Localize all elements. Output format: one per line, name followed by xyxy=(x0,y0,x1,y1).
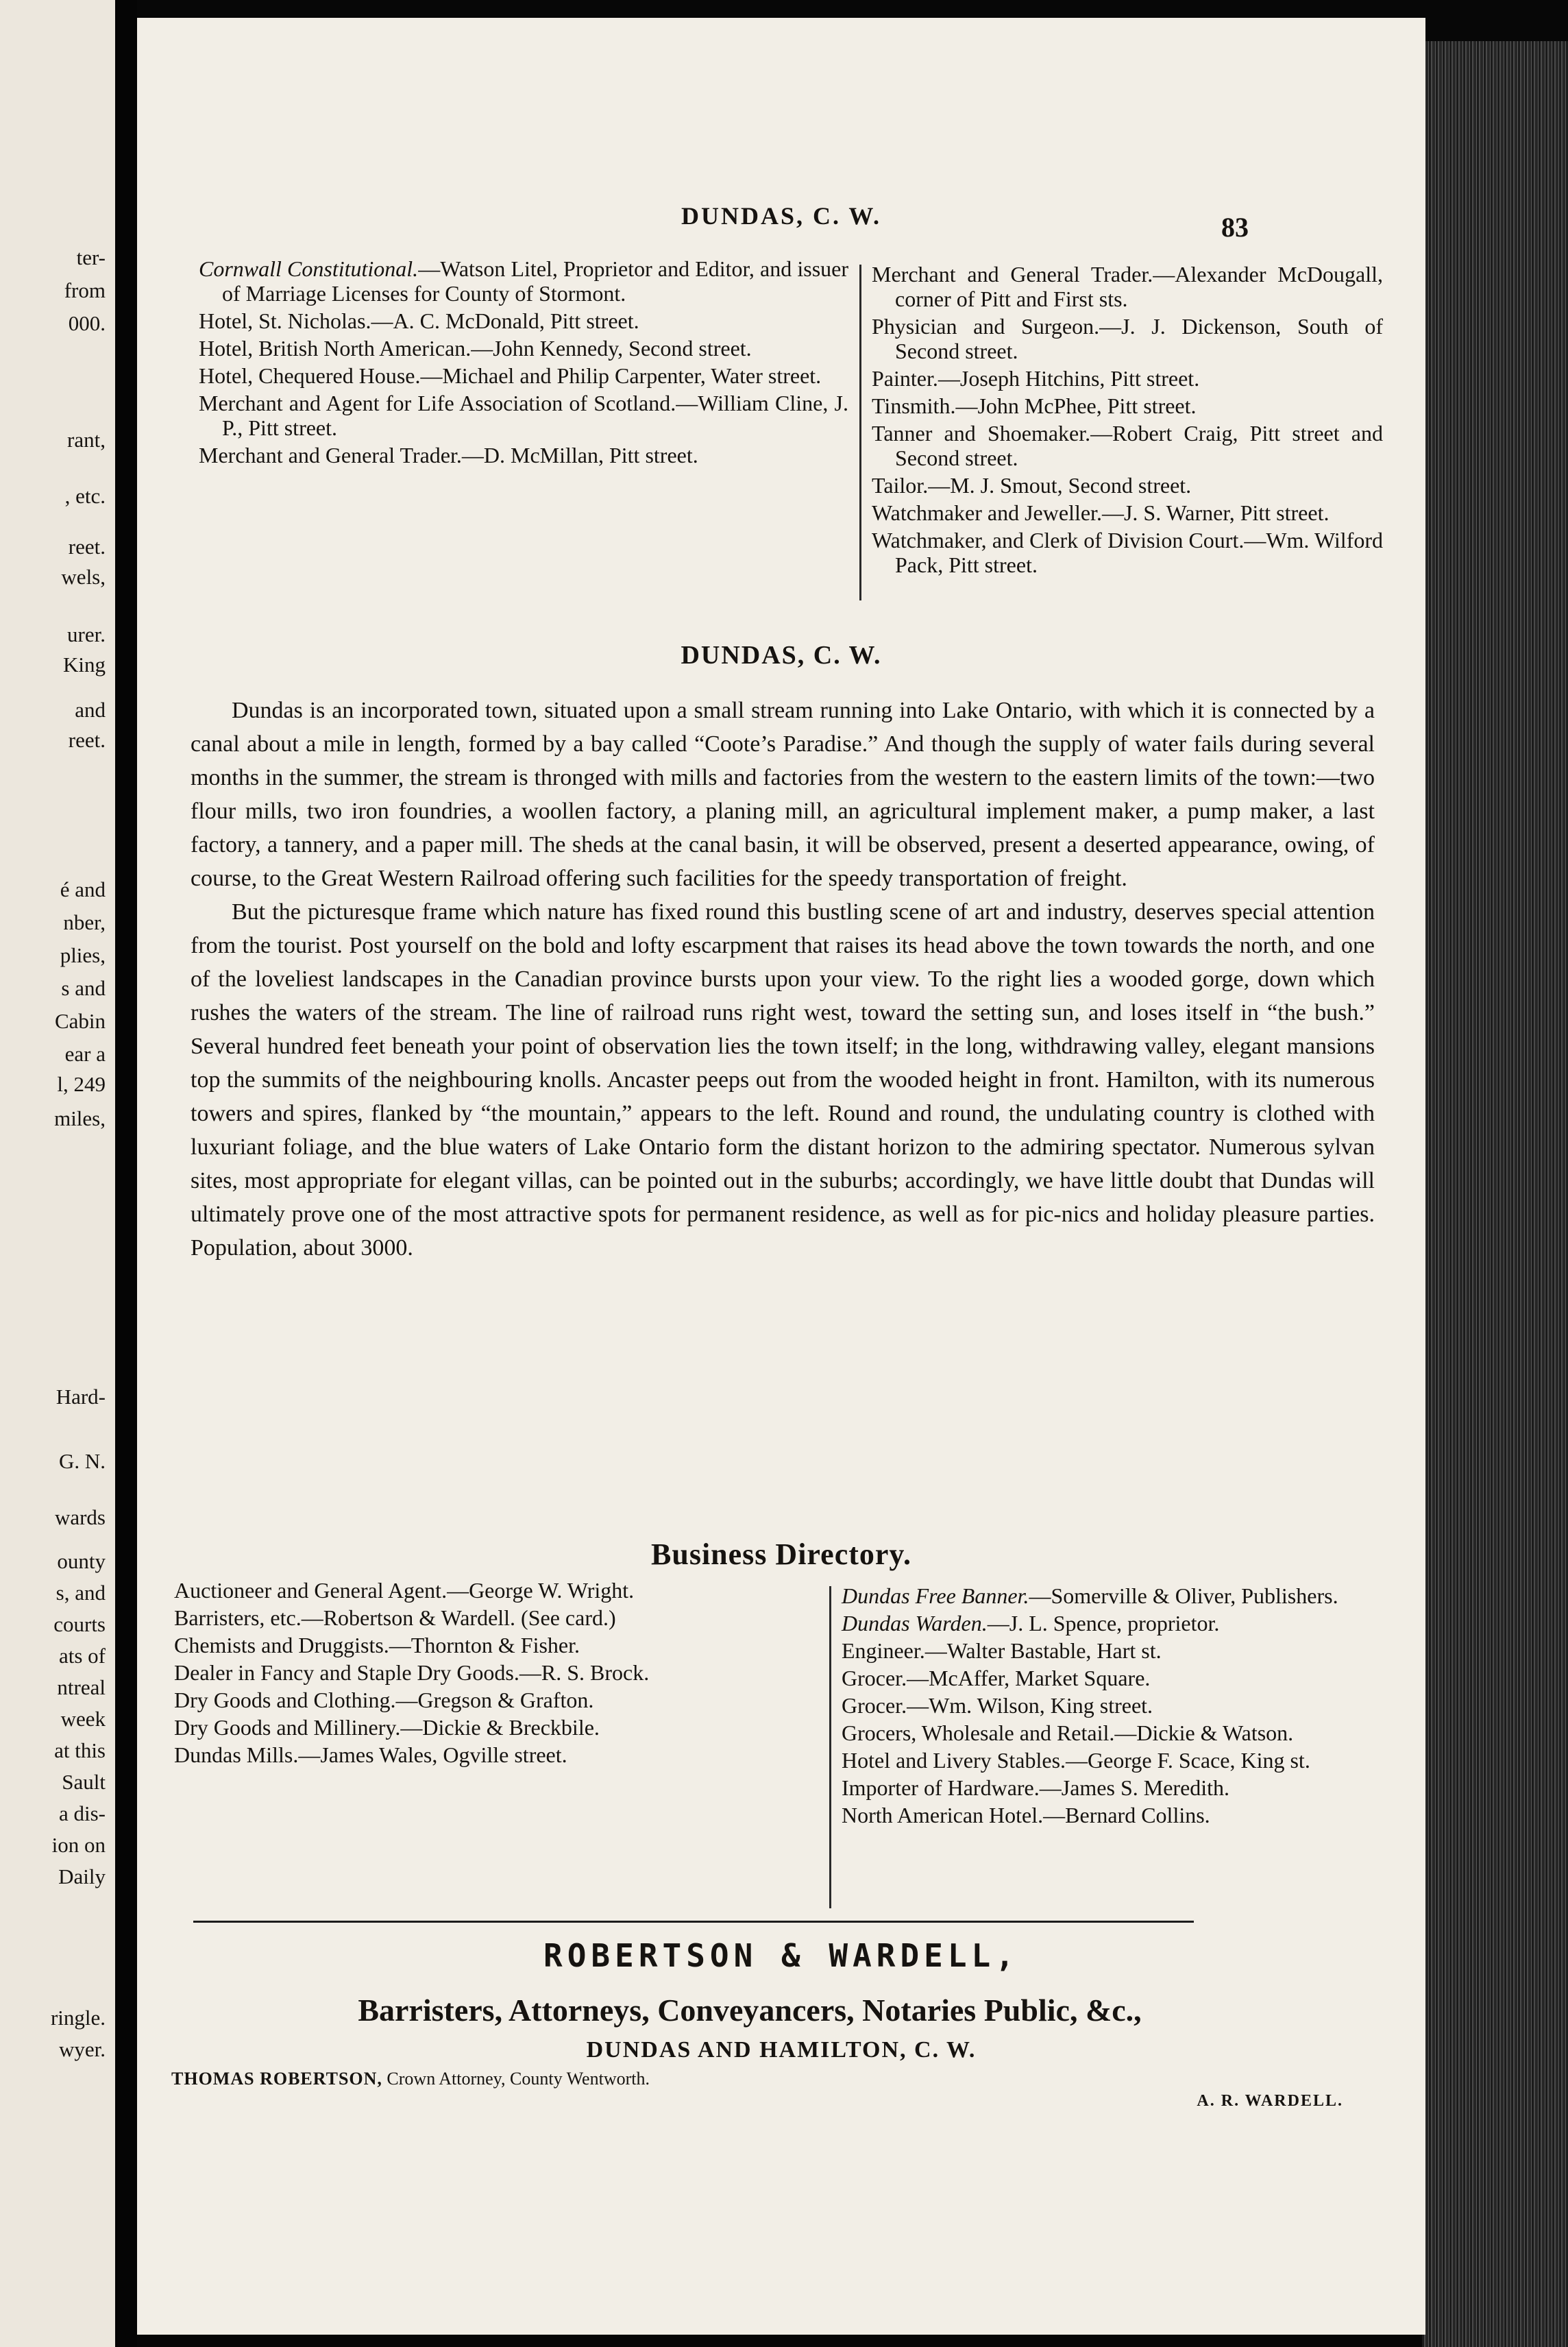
facing-page-word: plies, xyxy=(60,943,106,967)
facing-page-word: ter- xyxy=(76,245,106,269)
directory-entry: Watchmaker, and Clerk of Division Court.—Wm. Wilford Pack, Pitt street. xyxy=(872,528,1383,577)
directory-entry: Tinsmith.—John McPhee, Pitt street. xyxy=(872,393,1197,418)
directory-entry: Merchant and General Trader.—D. McMillan, Pitt street. xyxy=(199,443,698,467)
facing-page-word: ringle. xyxy=(50,2006,106,2030)
directory-entry: Dundas Warden.—J. L. Spence, proprietor. xyxy=(842,1611,1220,1635)
directory-entry: Cornwall Constitutional.—Watson Litel, Proprietor and Editor, and issuer of Marriage Licenses for County of Stormont. xyxy=(199,256,849,306)
directory-entry: North American Hotel.—Bernard Collins. xyxy=(842,1803,1210,1827)
facing-page-word: ntreal xyxy=(57,1675,106,1699)
advertisement-partner-left xyxy=(171,2069,650,2089)
facing-page-word: ounty xyxy=(57,1549,106,1573)
paragraph: Dundas is an incorporated town, situated upon a small stream running into Lake Ontario, with which it is connected by a canal about a mile in length, formed by a bay called “Coote’s Paradise.” And though the supply of water fails during several months in the summer, the stream is thronged with mills and factories from the western to the eastern limits of the town:—two flour mills, two iron foundries, a woollen factory, a planing mill, an agricultural implement maker, a pump maker, a last factory, a tannery, and a paper mill. The sheds at the canal basin, it will be observed, present a deserted appearance, owing, of course, to the Great Western Railroad offering such facilities for the speedy transportation of freight. xyxy=(191,698,1375,891)
directory-entry: Hotel and Livery Stables.—George F. Scace, King st. xyxy=(842,1748,1310,1773)
directory-entry: Grocers, Wholesale and Retail.—Dickie & Watson. xyxy=(842,1720,1294,1745)
facing-page-word: King xyxy=(63,653,106,677)
book-gutter xyxy=(115,0,137,2347)
facing-page-word: ear a xyxy=(64,1042,106,1066)
town-description xyxy=(191,694,1375,1265)
directory-entry: Merchant and General Trader.—Alexander McDougall, corner of Pitt and First sts. xyxy=(872,262,1383,311)
facing-page-word: G. N. xyxy=(58,1449,106,1473)
facing-page-word: at this xyxy=(54,1738,106,1762)
directory-entry: Importer of Hardware.—James S. Meredith. xyxy=(842,1775,1230,1800)
facing-page-word: Sault xyxy=(62,1770,106,1794)
facing-page-word: wels, xyxy=(61,565,106,589)
page-edges xyxy=(1422,41,1568,2347)
facing-page-word: nber, xyxy=(63,910,106,934)
directory-entry: Painter.—Joseph Hitchins, Pitt street. xyxy=(872,366,1200,391)
directory-entry: Merchant and Agent for Life Association of Scotland.—William Cline, J. P., Pitt street. xyxy=(199,391,848,440)
facing-page-word: , etc. xyxy=(64,484,106,508)
top-directory-right xyxy=(872,262,1383,580)
directory-entry: Barristers, etc.—Robertson & Wardell. (See card.) xyxy=(174,1605,616,1630)
directory-entry: Auctioneer and General Agent.—George W. Wright. xyxy=(174,1578,635,1603)
partner-name: THOMAS ROBERTSON, xyxy=(171,2069,382,2089)
facing-page-word: s and xyxy=(61,976,106,1000)
directory-entry: Dealer in Fancy and Staple Dry Goods.—R. S. Brock. xyxy=(174,1660,650,1685)
facing-page-word: reet. xyxy=(68,728,106,752)
facing-page-word: s, and xyxy=(56,1581,106,1605)
book-page xyxy=(137,18,1425,2335)
business-directory-title: Business Directory. xyxy=(651,1537,911,1571)
facing-page-word: Hard- xyxy=(56,1385,106,1409)
advertisement-professions: Barristers, Attorneys, Conveyancers, Notaries Public, &c., xyxy=(358,1993,1142,2028)
directory-entry: Hotel, Chequered House.—Michael and Philip Carpenter, Water street. xyxy=(199,363,822,388)
horizontal-rule xyxy=(193,1921,1194,1923)
facing-page-word: reet. xyxy=(68,535,106,559)
facing-page-word: wards xyxy=(54,1505,106,1529)
directory-entry: Dry Goods and Clothing.—Gregson & Grafton. xyxy=(174,1688,594,1712)
directory-entry: Dry Goods and Millinery.—Dickie & Breckbile. xyxy=(174,1715,600,1740)
advertisement-firm: ROBERTSON & WARDELL, xyxy=(543,1937,1019,1974)
column-divider xyxy=(859,265,861,600)
partner-title: Crown Attorney, County Wentworth. xyxy=(382,2069,650,2089)
page-number: 83 xyxy=(1221,212,1249,243)
directory-entry: Watchmaker and Jeweller.—J. S. Warner, Pitt street. xyxy=(872,500,1330,525)
facing-page-word: 000. xyxy=(68,311,106,335)
facing-page-word: Cabin xyxy=(54,1009,106,1033)
facing-page-word: courts xyxy=(53,1612,106,1636)
directory-entry: Physician and Surgeon.—J. J. Dickenson, South of Second street. xyxy=(872,314,1383,363)
directory-entry: Grocer.—Wm. Wilson, King street. xyxy=(842,1693,1153,1718)
facing-page-word: urer. xyxy=(67,622,106,646)
top-directory-left xyxy=(199,256,848,470)
facing-page-word: é and xyxy=(60,877,106,901)
directory-entry: Hotel, British North American.—John Kennedy, Second street. xyxy=(199,336,752,361)
facing-page-word: and xyxy=(75,698,106,722)
facing-page-word: miles, xyxy=(54,1106,106,1130)
directory-entry: Hotel, St. Nicholas.—A. C. McDonald, Pitt street. xyxy=(199,308,639,333)
paragraph: But the picturesque frame which nature has fixed round this bustling scene of art and industry, deserves special attention from the tourist. Post yourself on the bold and lofty escarpment that raises its head above the town towards the north, and one of the loveliest landscapes in the Canadian province bursts upon your view. To the right lies a wooded gorge, down which rushes the waters of the stream. The line of railroad runs right west, toward the setting sun, and loses itself in “the bush.” Several hundred feet beneath your point of observation lies the town itself; in the long, withdrawing valley, elegant mansions top the summits of the neighbouring knolls. Ancaster peeps out from the wooded height in front. Hamilton, with its numerous towers and spires, flanked by “the mountain,” appears to the left. Round and round, the undulating country is clothed with luxuriant foliage, and the blue waters of Lake Ontario form the distant horizon to the admiring spectator. Numerous sylvan sites, most appropriate for elegant villas, can be pointed out in the suburbs; accordingly, we have little doubt that Dundas will ultimately prove one of the most attractive spots for permanent residence, as well as for pic-nics and holiday pleasure parties. Population, about 3000. xyxy=(191,899,1375,1261)
facing-page-fragment xyxy=(0,0,115,2347)
advertisement-location: DUNDAS AND HAMILTON, C. W. xyxy=(586,2037,977,2063)
running-header: DUNDAS, C. W. xyxy=(681,202,882,230)
facing-page-word: week xyxy=(60,1707,106,1731)
directory-entry: Dundas Free Banner.—Somerville & Oliver, Publishers. xyxy=(842,1583,1338,1608)
facing-page-word: rant, xyxy=(67,428,106,452)
business-directory-right xyxy=(842,1583,1376,1830)
directory-entry: Dundas Mills.—James Wales, Ogville street. xyxy=(174,1742,567,1767)
facing-page-word: from xyxy=(64,278,106,302)
facing-page-word: wyer. xyxy=(58,2037,106,2061)
facing-page-word: ats of xyxy=(58,1644,106,1668)
facing-page-word: ion on xyxy=(51,1833,106,1857)
directory-entry: Tailor.—M. J. Smout, Second street. xyxy=(872,473,1192,498)
directory-entry: Grocer.—McAffer, Market Square. xyxy=(842,1666,1151,1690)
facing-page-word: Daily xyxy=(58,1864,106,1888)
facing-page-word: l, 249 xyxy=(57,1072,106,1096)
directory-entry: Chemists and Druggists.—Thornton & Fisher. xyxy=(174,1633,580,1657)
directory-entry: Tanner and Shoemaker.—Robert Craig, Pitt street and Second street. xyxy=(872,421,1383,470)
section-title: DUNDAS, C. W. xyxy=(681,641,882,670)
advertisement-partner-right: A. R. WARDELL. xyxy=(1197,2092,1343,2110)
column-divider xyxy=(829,1586,831,1908)
facing-page-word: a dis- xyxy=(58,1801,106,1825)
directory-entry: Engineer.—Walter Bastable, Hart st. xyxy=(842,1638,1162,1663)
business-directory-left xyxy=(174,1578,821,1770)
